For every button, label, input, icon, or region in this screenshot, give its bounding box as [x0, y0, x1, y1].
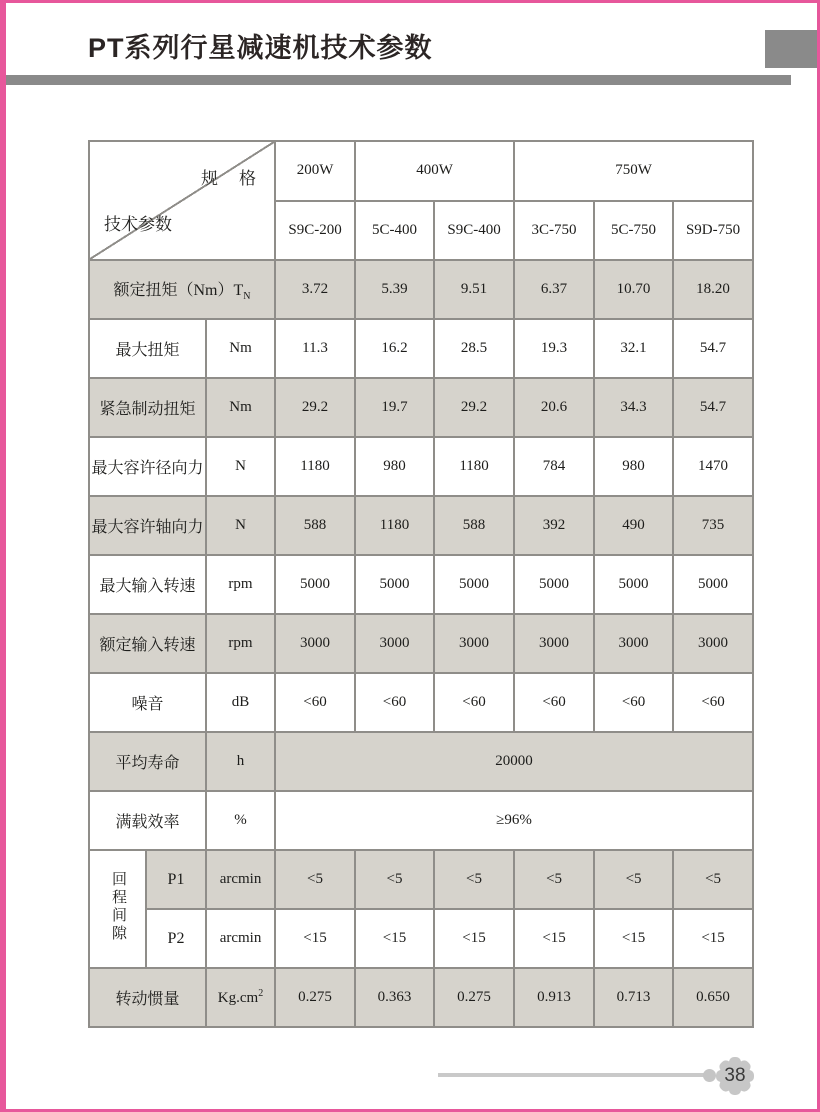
- title-underline-bar: [6, 75, 791, 85]
- model-header: S9D-750: [673, 201, 753, 261]
- cell-value: 3000: [355, 614, 434, 673]
- cell-value: 3.72: [275, 260, 355, 319]
- power-group-200w: 200W: [275, 141, 355, 201]
- row-label: 额定输入转速: [89, 614, 206, 673]
- table-row-max-torque: [89, 319, 753, 378]
- table-row-backlash-p1: [89, 850, 753, 909]
- cell-value: 16.2: [355, 319, 434, 378]
- row-label: 紧急制动扭矩: [89, 378, 206, 437]
- row-label: 额定扭矩$(Nm)T_N$: [89, 260, 275, 319]
- row-label: 满载效率: [89, 791, 206, 850]
- model-header: S9C-200: [275, 201, 355, 261]
- row-label: 最大容许轴向力: [89, 496, 206, 555]
- cell-value: 20.6: [514, 378, 594, 437]
- table-row-backlash-p2: [89, 909, 753, 968]
- cell-value: 0.275: [275, 968, 355, 1027]
- cell-value: <60: [275, 673, 355, 732]
- row-unit: dB: [206, 673, 275, 732]
- cell-value: 5000: [275, 555, 355, 614]
- model-header: 5C-400: [355, 201, 434, 261]
- cell-value: 29.2: [434, 378, 514, 437]
- cell-value: 0.650: [673, 968, 753, 1027]
- cell-value: <5: [594, 850, 673, 909]
- row-label: 最大扭矩: [89, 319, 206, 378]
- cell-value: 19.3: [514, 319, 594, 378]
- cell-value: 32.1: [594, 319, 673, 378]
- cell-value: <15: [673, 909, 753, 968]
- row-unit: N: [206, 437, 275, 496]
- cell-value: 3000: [275, 614, 355, 673]
- row-unit: h: [206, 732, 275, 791]
- cell-value: <15: [434, 909, 514, 968]
- cell-value: 54.7: [673, 378, 753, 437]
- cell-value: 5.39: [355, 260, 434, 319]
- corner-bottom-label: 技术参数: [104, 215, 172, 234]
- cell-value: 0.363: [355, 968, 434, 1027]
- cell-value: 5000: [355, 555, 434, 614]
- cell-value: <60: [434, 673, 514, 732]
- cell-value: <60: [594, 673, 673, 732]
- page-number: 38: [724, 1065, 746, 1086]
- row-unit: rpm: [206, 555, 275, 614]
- cell-value: 18.20: [673, 260, 753, 319]
- cell-value: <5: [355, 850, 434, 909]
- cell-value: 3000: [514, 614, 594, 673]
- cell-value: 588: [275, 496, 355, 555]
- cell-value: 5000: [594, 555, 673, 614]
- row-unit: Nm: [206, 378, 275, 437]
- cell-value: 1180: [355, 496, 434, 555]
- corner-gray-block: [765, 30, 817, 68]
- cell-value: <60: [355, 673, 434, 732]
- cell-value: 980: [355, 437, 434, 496]
- row-label: 最大输入转速: [89, 555, 206, 614]
- cell-value: 735: [673, 496, 753, 555]
- page-number-gear: [712, 1053, 758, 1099]
- cell-value: 11.3: [275, 319, 355, 378]
- cell-value: <15: [275, 909, 355, 968]
- table-row-rated-input-speed: [89, 614, 753, 673]
- cell-value: <60: [514, 673, 594, 732]
- cell-value: 10.70: [594, 260, 673, 319]
- cell-value: 5000: [514, 555, 594, 614]
- cell-value: 588: [434, 496, 514, 555]
- model-header: 5C-750: [594, 201, 673, 261]
- backlash-group-label: 回程间隙: [89, 850, 146, 968]
- cell-value: <15: [514, 909, 594, 968]
- table-row-average-life: [89, 732, 753, 791]
- corner-diagonal-cell: [89, 141, 275, 260]
- cell-value: 29.2: [275, 378, 355, 437]
- cell-value: <5: [673, 850, 753, 909]
- cell-value: 5000: [673, 555, 753, 614]
- cell-value: 3000: [673, 614, 753, 673]
- cell-value: 34.3: [594, 378, 673, 437]
- row-label: 转动惯量: [89, 968, 206, 1027]
- table-row-efficiency: [89, 791, 753, 850]
- cell-value: <15: [355, 909, 434, 968]
- cell-merged-value: ≥96%: [275, 791, 753, 850]
- page-title: PT系列行星减速机技术参数: [88, 33, 433, 63]
- row-unit: N: [206, 496, 275, 555]
- table-row-axial-force: [89, 496, 753, 555]
- table-row-noise: [89, 673, 753, 732]
- cell-value: 490: [594, 496, 673, 555]
- cell-value: 19.7: [355, 378, 434, 437]
- row-label: 噪音: [89, 673, 206, 732]
- footer-rule-line: [438, 1073, 710, 1077]
- cell-value: 0.275: [434, 968, 514, 1027]
- cell-value: 784: [514, 437, 594, 496]
- cell-value: 0.913: [514, 968, 594, 1027]
- cell-value: <15: [594, 909, 673, 968]
- power-group-400w: 400W: [355, 141, 514, 201]
- model-header: S9C-400: [434, 201, 514, 261]
- row-label: P1: [146, 850, 206, 909]
- corner-top-label: 规 格: [201, 169, 259, 188]
- cell-value: 54.7: [673, 319, 753, 378]
- row-unit: %: [206, 791, 275, 850]
- cell-value: <5: [514, 850, 594, 909]
- model-header: 3C-750: [514, 201, 594, 261]
- cell-value: 6.37: [514, 260, 594, 319]
- power-group-750w: 750W: [514, 141, 753, 201]
- cell-value: 0.713: [594, 968, 673, 1027]
- row-unit: arcmin: [206, 909, 275, 968]
- cell-value: 1470: [673, 437, 753, 496]
- table-row-brake-torque: [89, 378, 753, 437]
- table-row-rated-torque: [89, 260, 753, 319]
- row-unit: rpm: [206, 614, 275, 673]
- cell-merged-value: 20000: [275, 732, 753, 791]
- cell-value: 28.5: [434, 319, 514, 378]
- table-row-max-input-speed: [89, 555, 753, 614]
- table-row-radial-force: [89, 437, 753, 496]
- cell-value: 1180: [275, 437, 355, 496]
- cell-value: <5: [434, 850, 514, 909]
- table-row-inertia: [89, 968, 753, 1027]
- cell-value: 3000: [594, 614, 673, 673]
- row-label: P2: [146, 909, 206, 968]
- header-row-power: [89, 141, 753, 201]
- cell-value: 3000: [434, 614, 514, 673]
- cell-value: <60: [673, 673, 753, 732]
- row-label: 最大容许径向力: [89, 437, 206, 496]
- row-unit: $Kg.cm^2$: [206, 968, 275, 1027]
- cell-value: <5: [275, 850, 355, 909]
- cell-value: 1180: [434, 437, 514, 496]
- cell-value: 392: [514, 496, 594, 555]
- cell-value: 5000: [434, 555, 514, 614]
- spec-table: [88, 140, 754, 1028]
- row-label: 平均寿命: [89, 732, 206, 791]
- cell-value: 980: [594, 437, 673, 496]
- row-unit: Nm: [206, 319, 275, 378]
- cell-value: 9.51: [434, 260, 514, 319]
- row-unit: arcmin: [206, 850, 275, 909]
